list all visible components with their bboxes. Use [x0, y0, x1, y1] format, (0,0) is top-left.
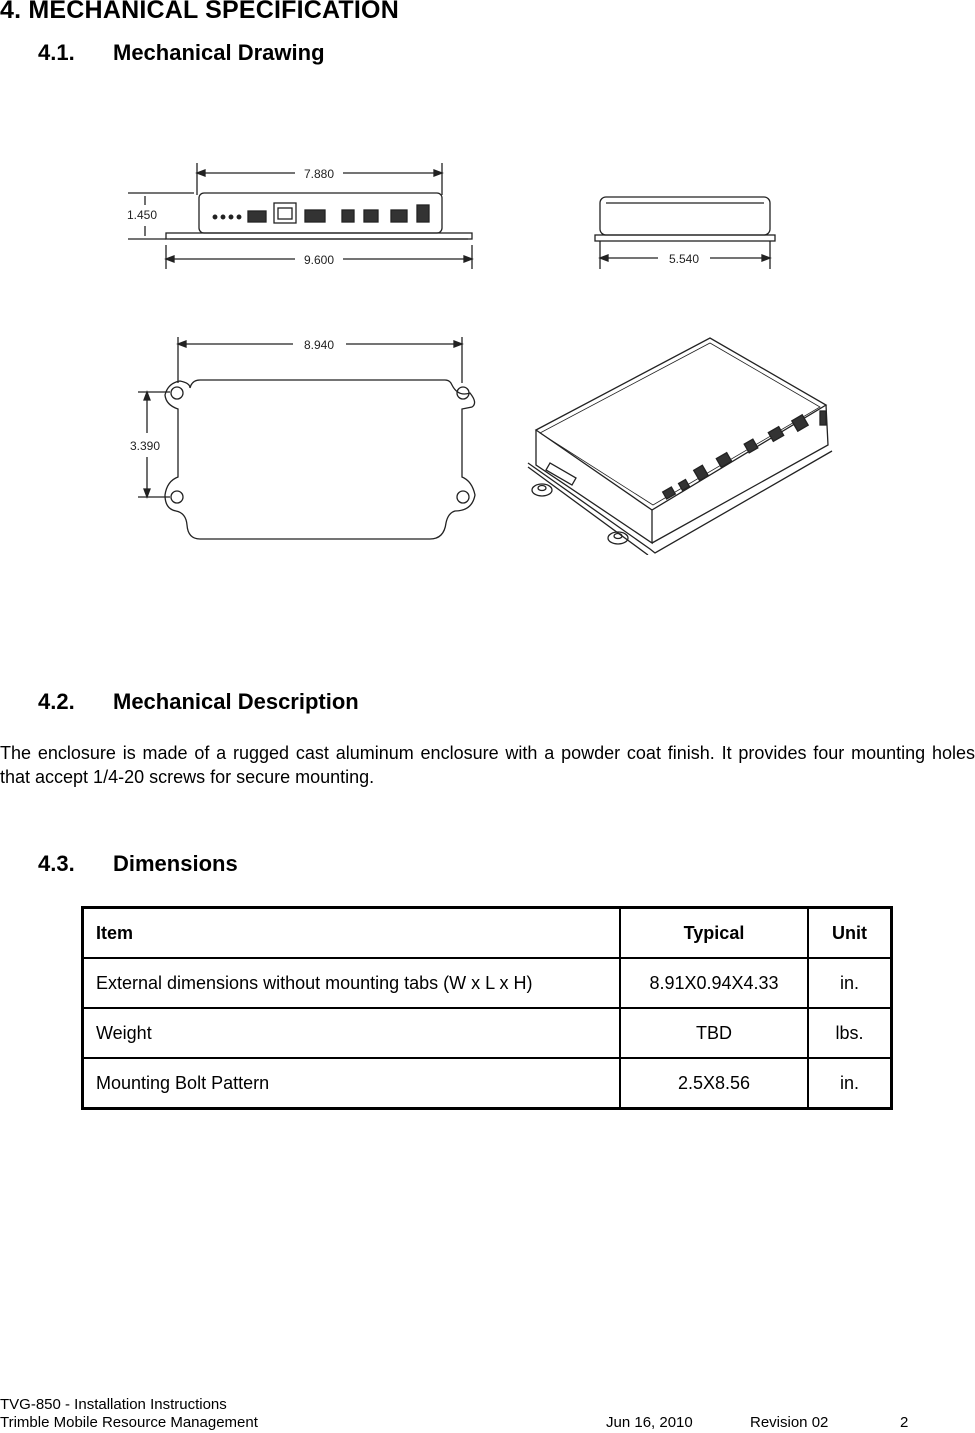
top-view [130, 337, 475, 539]
mechanical-drawing [110, 155, 850, 555]
section-number: 4.3. [38, 851, 75, 876]
dim-label-1450: 1.450 [126, 208, 158, 222]
header-typical: Typical [620, 908, 808, 958]
dim-label-9600: 9.600 [303, 253, 335, 267]
description-text: The enclosure is made of a rugged cast aluminum enclosure with a powder coat finish. It provides four mounting holes that accept 1/4-20 screws for secure mounting. [0, 743, 975, 787]
table-header-row [83, 908, 891, 958]
footer-company: Trimble Mobile Resource Management [0, 1414, 258, 1431]
header-unit: Unit [808, 908, 891, 958]
description-paragraph [0, 741, 975, 789]
isometric-view [528, 338, 832, 555]
footer-page-number: 2 [900, 1414, 909, 1431]
table-row [83, 958, 891, 1008]
dim-label-3390: 3.390 [129, 439, 161, 453]
table-cell: TBD [620, 1008, 808, 1058]
section-title: Mechanical Description [113, 689, 359, 714]
section-heading-description [0, 689, 975, 719]
section-number: 4.2. [38, 689, 75, 714]
dim-label-8940: 8.940 [303, 338, 335, 352]
table-cell: 2.5X8.56 [620, 1058, 808, 1108]
footer-doc-title: TVG-850 - Installation Instructions [0, 1396, 227, 1413]
table-cell: in. [808, 958, 891, 1008]
front-view [127, 163, 472, 269]
header-item: Item [83, 908, 620, 958]
table-cell: 8.91X0.94X4.33 [620, 958, 808, 1008]
table-row [83, 1008, 891, 1058]
table-cell: Mounting Bolt Pattern [83, 1058, 620, 1108]
footer-date: Jun 16, 2010 [606, 1414, 693, 1431]
section-title: Dimensions [113, 851, 238, 876]
table-cell: Weight [83, 1008, 620, 1058]
chapter-title: MECHANICAL SPECIFICATION [28, 0, 399, 24]
dimensions-table [81, 906, 893, 1110]
section-title: Mechanical Drawing [113, 40, 325, 65]
chapter-heading [0, 0, 399, 25]
section-number: 4.1. [38, 40, 75, 65]
footer-revision: Revision 02 [750, 1414, 829, 1431]
section-heading-drawing [0, 40, 975, 70]
dim-label-7880: 7.880 [303, 167, 335, 181]
table-cell: lbs. [808, 1008, 891, 1058]
table-row [83, 1058, 891, 1108]
table-cell: External dimensions without mounting tabs (W x L x H) [83, 958, 620, 1008]
section-heading-dimensions [0, 851, 975, 881]
dim-label-5540: 5.540 [668, 252, 700, 266]
table-cell: in. [808, 1058, 891, 1108]
chapter-number: 4. [0, 0, 22, 24]
side-view [595, 197, 775, 269]
